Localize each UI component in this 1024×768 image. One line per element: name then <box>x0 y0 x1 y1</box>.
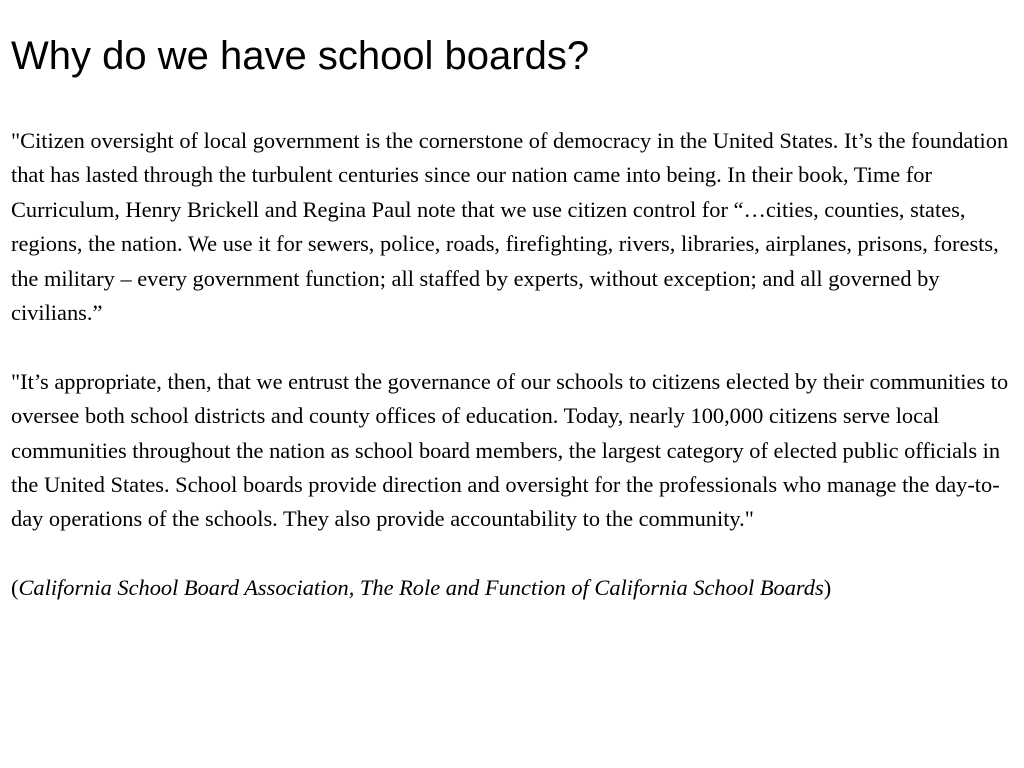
quote-paragraph-2: "It’s appropriate, then, that we entrust the governance of our schools to citizens elected by their communities to oversee both school districts and county offices of education. Today, nearly 100,000 citizens serve local communities throughout the nation as school board members, the largest category of elected public officials in the United States. School boards provide direction and oversight for the professionals who manage the day-to-day operations of the schools. They also provide accountability to the community." <box>11 368 1009 532</box>
citation-open-paren: ( <box>11 575 19 601</box>
citation <box>11 571 1017 605</box>
slide-body <box>11 124 1017 606</box>
citation-close-paren: ) <box>823 575 832 601</box>
slide-title: Why do we have school boards? <box>11 34 590 78</box>
quote-paragraph-1: "Citizen oversight of local government is the cornerstone of democracy in the United States. It’s the foundation that has lasted through the turbulent centuries since our nation came into being. In their book, Time for Curriculum, Henry Brickell and Regina Paul note that we use citizen control for “…cities, counties, states, regions, the nation. We use it for sewers, police, roads, firefighting, rivers, libraries, airplanes, prisons, forests, the military – every government function; all staffed by experts, without exception; and all governed by civilians.” <box>11 128 1009 326</box>
citation-source: California School Board Association, The Role and Function of California School Boards <box>18 575 824 601</box>
